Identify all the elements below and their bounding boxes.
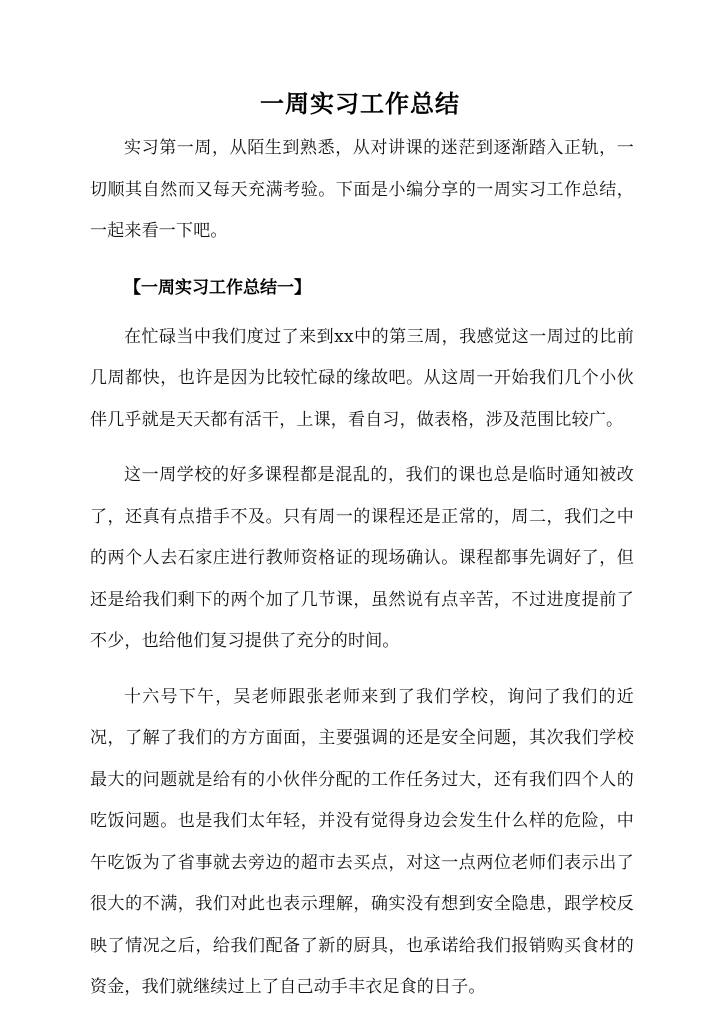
body-paragraph-2: 这一周学校的好多课程都是混乱的，我们的课也总是临时通知被改了，还真有点措手不及。只有周一的课程还是正常的，周二，我们之中的两个人去石家庄进行教师资格证的现场确认。课程都事先调好了，但还是给我们剩下的两个加了几节课，虽然说有点辛苦，不过进度提前了不少，也给他们复习提供了充分的时间。 [90, 465, 634, 651]
document-title: 一周实习工作总结 [260, 89, 460, 118]
document-body [90, 128, 634, 1023]
body-paragraph-3: 十六号下午，吴老师跟张老师来到了我们学校，询问了我们的近况，了解了我们的方方面面，主要强调的还是安全问题，其次我们学校最大的问题就是给有的小伙伴分配的工作任务过大，还有我们四个人的吃饭问题。也是我们太年轻，并没有觉得身边会发生什么样的危险，中午吃饭为了省事就去旁边的超市去买点，对这一点两位老师们表示出了很大的不满，我们对此也表示理解，确实没有想到安全隐患，跟学校反映了情况之后，给我们配备了新的厨具，也承诺给我们报销购买食材的资金，我们就继续过上了自己动手丰衣足食的日子。 [90, 686, 634, 997]
intro-paragraph: 实习第一周，从陌生到熟悉，从对讲课的迷茫到逐渐踏入正轨，一切顺其自然而又每天充满考验。下面是小编分享的一周实习工作总结，一起来看一下吧。 [90, 138, 634, 241]
section-heading: 【一周实习工作总结一】 [124, 277, 311, 298]
body-paragraph-1: 在忙碌当中我们度过了来到xx中的第三周，我感觉这一周过的比前几周都快，也许是因为比较忙碌的缘故吧。从这周一开始我们几个小伙伴几乎就是天天都有活干，上课，看自习，做表格，涉及范围比较广。 [90, 326, 634, 430]
